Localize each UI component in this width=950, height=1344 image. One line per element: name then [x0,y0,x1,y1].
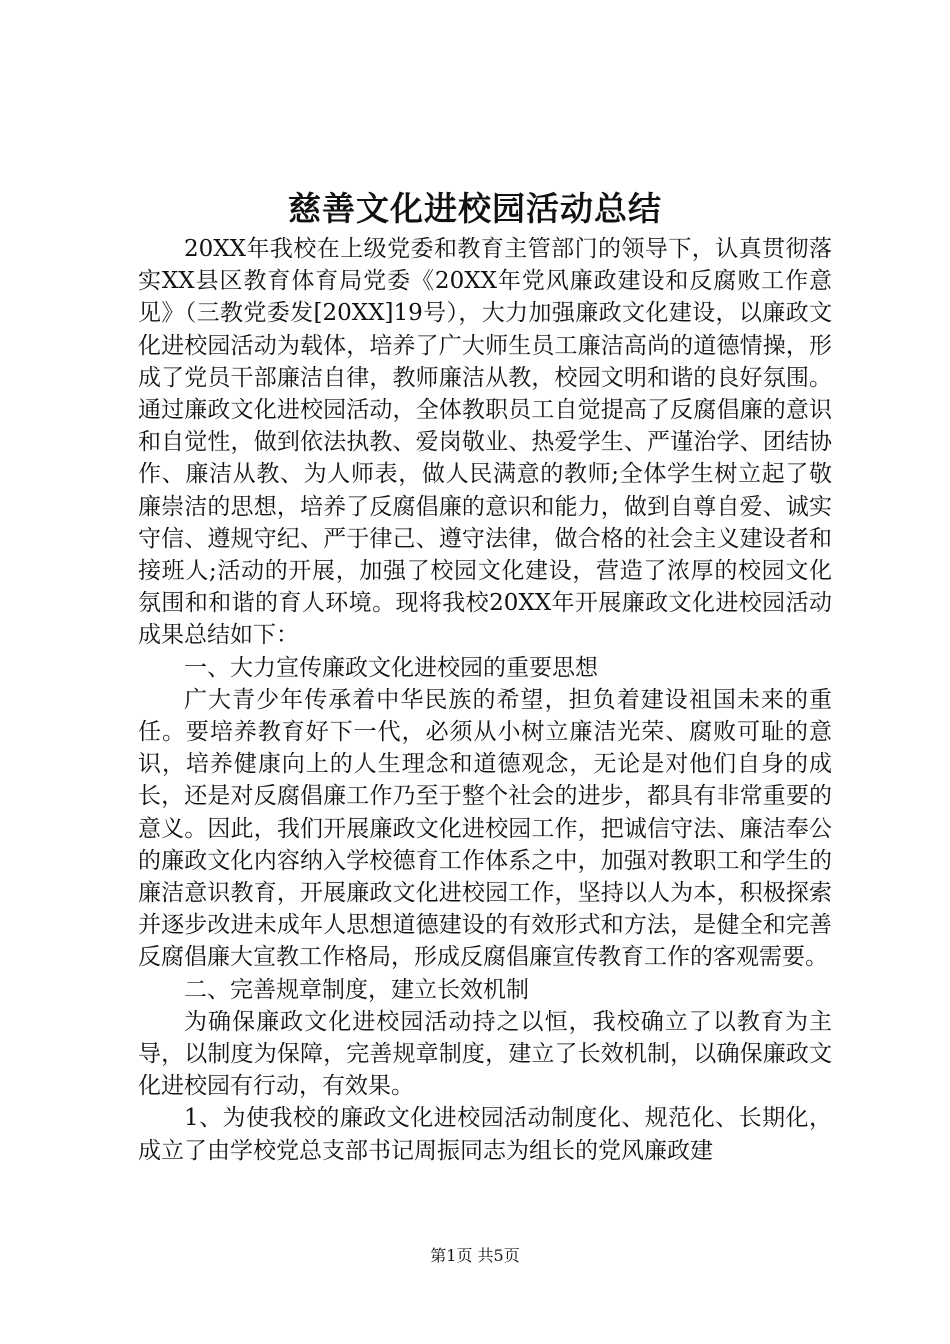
document-body [138,233,832,1167]
paragraph-section-2: 为确保廉政文化进校园活动持之以恒，我校确立了以教育为主导，以制度为保障，完善规章制度，建立了长效机制，以确保廉政文化进校园有行动，有效果。 [138,1008,832,1100]
section-heading-2: 二、完善规章制度，建立长效机制 [184,976,529,1003]
section-heading-1: 一、大力宣传廉政文化进校园的重要思想 [184,654,598,681]
page-number-footer: 第1页 共5页 [430,1246,520,1265]
paragraph-item-1: 1、为使我校的廉政文化进校园活动制度化、规范化、长期化，成立了由学校党总支部书记周振同志为组长的党风廉政建 [138,1105,832,1164]
paragraph-section-1: 广大青少年传承着中华民族的希望，担负着建设祖国未来的重任。要培养教育好下一代，必须从小树立廉洁光荣、腐败可耻的意识，培养健康向上的人生理念和道德观念，无论是对他们自身的成长，还是对反腐倡廉工作乃至于整个社会的进步，都具有非常重要的意义。因此，我们开展廉政文化进校园工作，把诚信守法、廉洁奉公的廉政文化内容纳入学校德育工作体系之中，加强对教职工和学生的廉洁意识教育，开展廉政文化进校园工作，坚持以人为本，积极探索并逐步改进未成年人思想道德建设的有效形式和方法，是健全和完善反腐倡廉大宣教工作格局，形成反腐倡廉宣传教育工作的客观需要。 [138,686,832,971]
paragraph-intro: 20XX年我校在上级党委和教育主管部门的领导下，认真贯彻落实XX县区教育体育局党委《20XX年党风廉政建设和反腐败工作意见》（三教党委发[20XX]19号），大力加强廉政文化建设，以廉政文化进校园活动为载体，培养了广大师生员工廉洁高尚的道德情操，形成了党员干部廉洁自律，教师廉洁从教，校园文明和谐的良好氛围。通过廉政文化进校园活动，全体教职员工自觉提高了反腐倡廉的意识和自觉性，做到依法执教、爱岗敬业、热爱学生、严谨治学、团结协作、廉洁从教、为人师表，做人民满意的教师;全体学生树立起了敬廉崇洁的思想，培养了反腐倡廉的意识和能力，做到自尊自爱、诚实守信、遵规守纪、严于律己、遵守法律，做合格的社会主义建设者和接班人;活动的开展，加强了校园文化建设，营造了浓厚的校园文化氛围和和谐的育人环境。现将我校20XX年开展廉政文化进校园活动成果总结如下： [138,236,832,649]
document-title: 慈善文化进校园活动总结 [288,189,662,228]
